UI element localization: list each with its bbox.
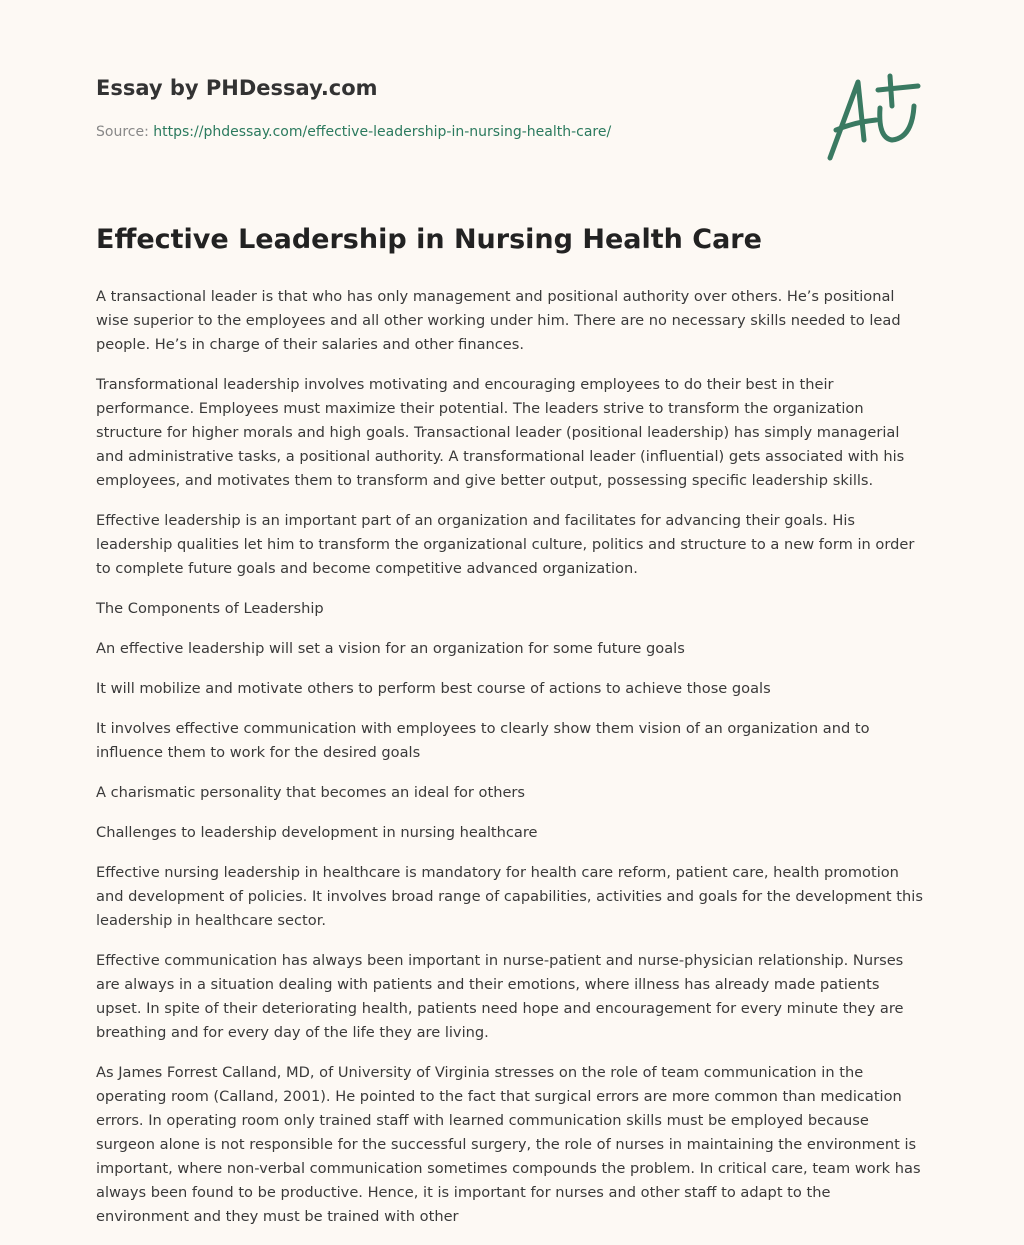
paragraph: An effective leadership will set a vision for an organization for some future goals	[96, 640, 685, 657]
a-plus-logo-icon	[820, 70, 930, 165]
paragraph: A charismatic personality that becomes an ideal for others	[96, 784, 526, 801]
essay-body	[96, 285, 926, 1245]
paragraph: Transformational leadership involves motivating and encouraging employees to do their best in their performance. Employees must maximize their potential. The leaders strive to transform the organization structure for higher morals and high goals. Transactional leader (positional leadership) has simply managerial and administrative tasks, a positional authority. A transformational leader (influential) gets associated with his employees, and motivates them to transform and give better output, possessing specific leadership skills.	[96, 376, 905, 489]
paragraph: Effective communication has always been important in nurse-patient and nurse-physician relationship. Nurses are always in a situation dealing with patients and their emotions, where illness has already made patients upset. In spite of their deteriorating health, patients need hope and encouragement for every minute they are breathing and for every day of the life they are living.	[96, 952, 904, 1041]
section-heading: Challenges to leadership development in nursing healthcare	[96, 824, 538, 841]
essay-title: Effective Leadership in Nursing Health Care	[96, 224, 762, 255]
paragraph: Effective leadership is an important part of an organization and facilitates for advancing their goals. His leadership qualities let him to transform the organizational culture, politics and structure to a new form in order to complete future goals and become competitive advanced organization.	[96, 512, 915, 577]
paragraph: As James Forrest Calland, MD, of University of Virginia stresses on the role of team communication in the operating room (Calland, 2001). He pointed to the fact that surgical errors are more common than medication errors. In operating room only trained staff with learned communication skills must be employed because surgeon alone is not responsible for the successful surgery, the role of nurses in maintaining the environment is important, where non-verbal communication sometimes compounds the problem. In critical care, team work has always been found to be productive. Hence, it is important for nurses and other staff to adapt to the environment and they must be trained with other	[96, 1064, 921, 1225]
site-brand: Essay by PHDessay.com	[96, 76, 378, 100]
paragraph: A transactional leader is that who has only management and positional authority over others. He’s positional wise superior to the employees and all other working under him. There are no necessary skills needed to lead people. He’s in charge of their salaries and other finances.	[96, 288, 901, 353]
source-link[interactable]: https://phdessay.com/effective-leadership-in-nursing-health-care/	[153, 124, 612, 140]
paragraph: Effective nursing leadership in healthcare is mandatory for health care reform, patient care, health promotion and development of policies. It involves broad range of capabilities, activities and goals for the development this leadership in healthcare sector.	[96, 864, 923, 929]
source-line	[96, 124, 611, 140]
source-label: Source:	[96, 124, 149, 140]
paragraph: It will mobilize and motivate others to perform best course of actions to achieve those goals	[96, 680, 771, 697]
paragraph: It involves effective communication with employees to clearly show them vision of an organization and to influence them to work for the desired goals	[96, 720, 870, 761]
section-heading: The Components of Leadership	[96, 600, 324, 617]
